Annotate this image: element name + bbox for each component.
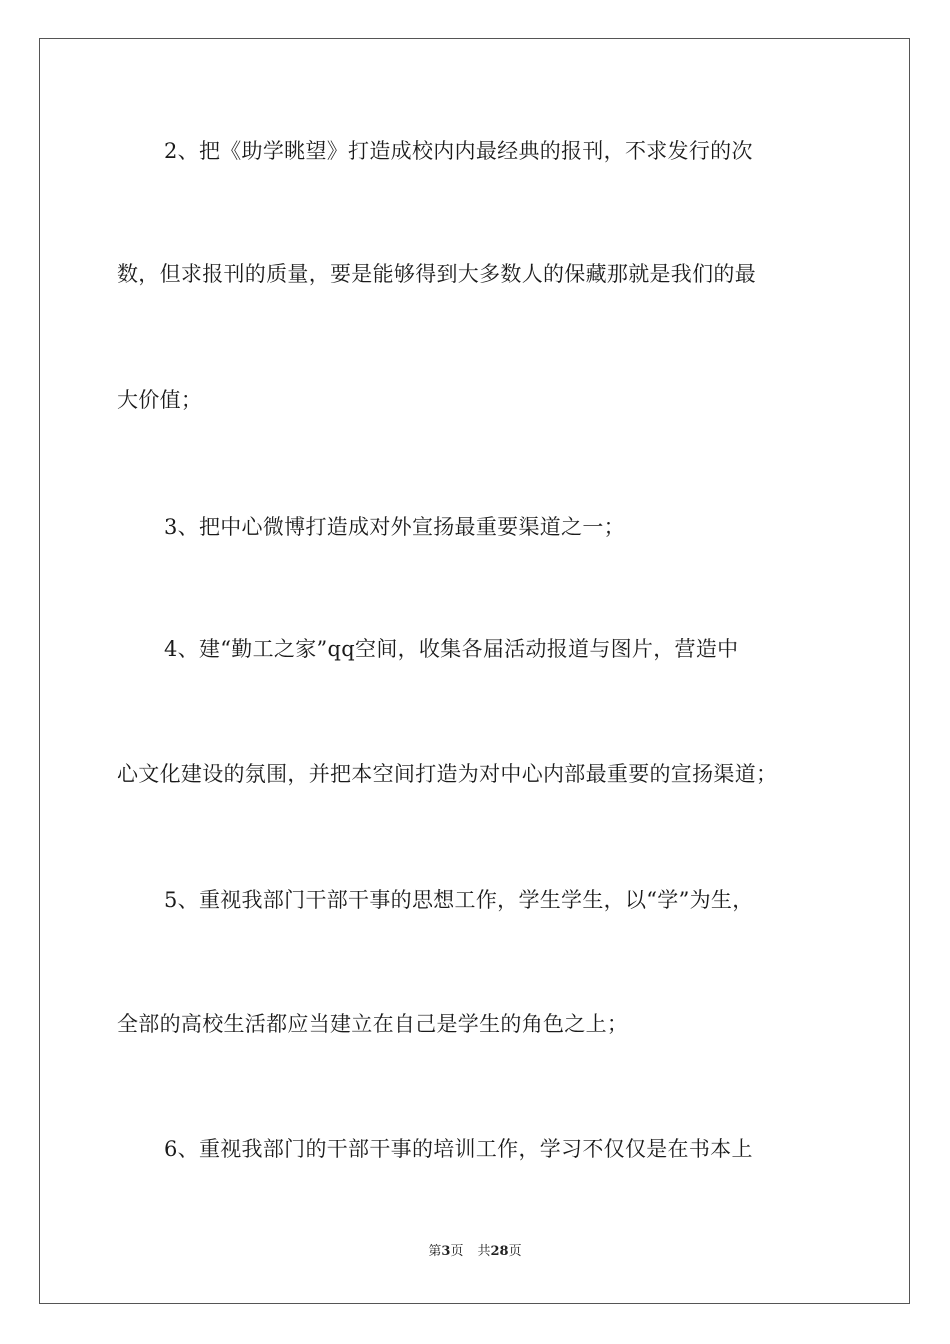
page-suffix: 页 xyxy=(450,1244,464,1259)
total-prefix: 共 xyxy=(477,1244,491,1259)
total-suffix: 页 xyxy=(508,1244,522,1259)
page-number: 3 xyxy=(441,1244,451,1259)
paragraph-2-line-3: 大价值； xyxy=(117,388,203,412)
paragraph-4-line-2: 心文化建设的氛围，并把本空间打造为对中心内部最重要的宣扬渠道； xyxy=(117,762,778,786)
paragraph-3-line-1: 3、把中心微博打造成对外宣扬最重要渠道之一； xyxy=(164,515,625,539)
page-prefix: 第 xyxy=(428,1244,442,1259)
paragraph-2-line-1: 2、把《助学眺望》打造成校内内最经典的报刊，不求发行的次 xyxy=(164,139,753,163)
page-footer xyxy=(0,1243,950,1261)
total-pages: 28 xyxy=(490,1244,509,1259)
paragraph-5-line-1: 5、重视我部门干部干事的思想工作，学生学生，以“学”为生， xyxy=(164,888,754,912)
paragraph-6-line-1: 6、重视我部门的干部干事的培训工作，学习不仅仅是在书本上 xyxy=(164,1137,753,1161)
paragraph-2-line-2: 数，但求报刊的质量，要是能够得到大多数人的保藏那就是我们的最 xyxy=(117,262,756,286)
paragraph-5-line-2: 全部的高校生活都应当建立在自己是学生的角色之上； xyxy=(117,1012,629,1036)
paragraph-4-line-1: 4、建“勤工之家”qq空间，收集各届活动报道与图片，营造中 xyxy=(164,637,739,661)
page-border xyxy=(39,38,910,1304)
